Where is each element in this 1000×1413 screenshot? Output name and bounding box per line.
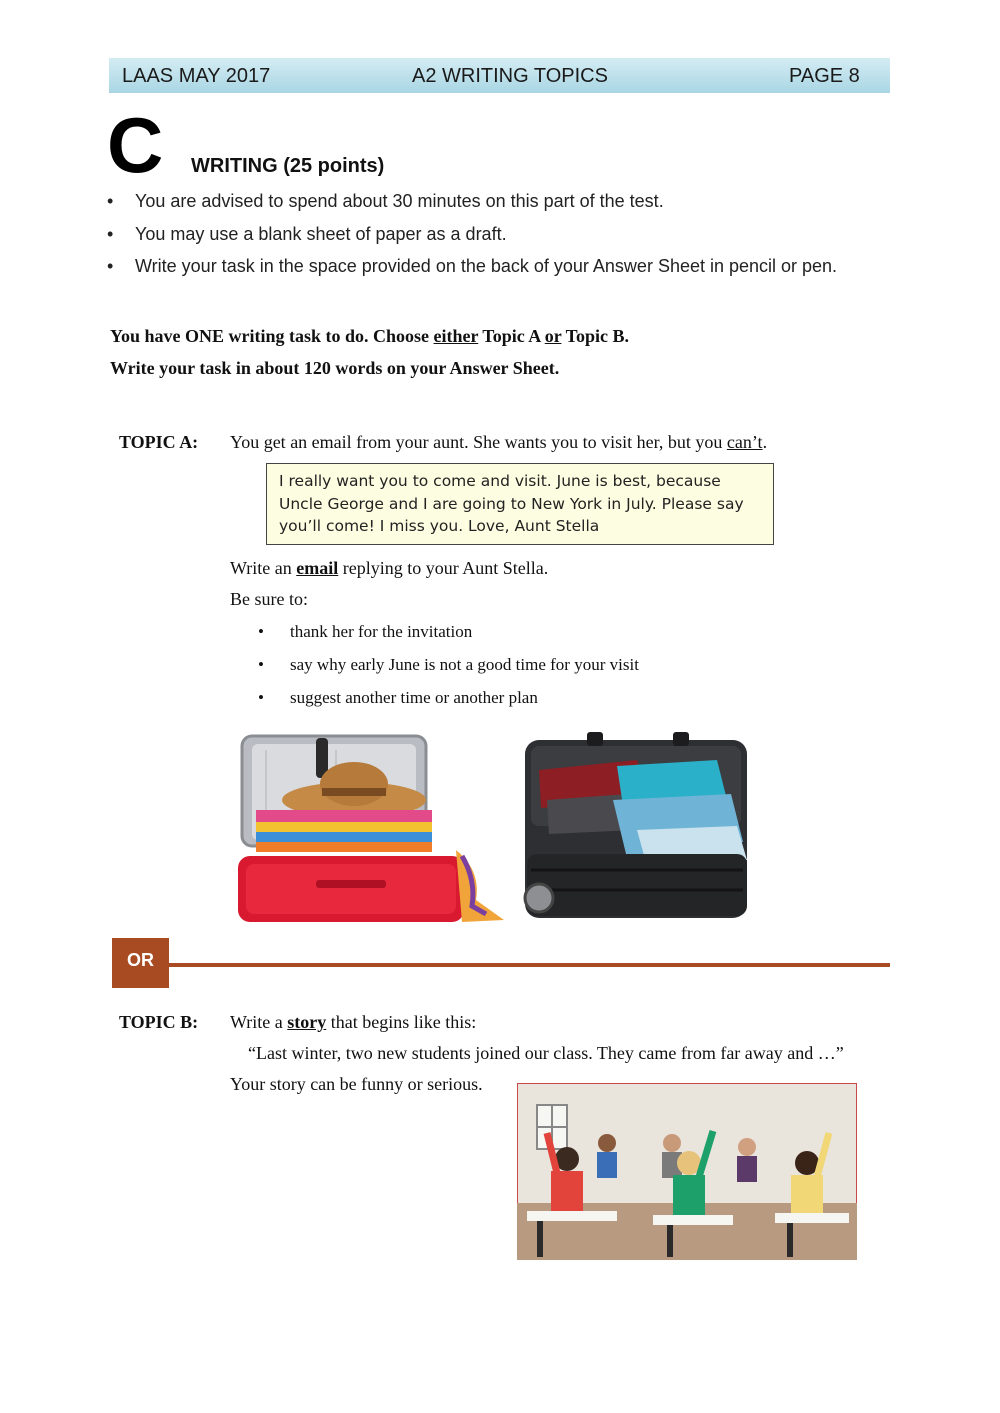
bullet-icon: • <box>107 191 114 211</box>
story-tone-note: Your story can be funny or serious. <box>230 1074 483 1094</box>
or-divider-label: OR <box>112 938 169 988</box>
topic-b-label: TOPIC B: <box>119 1012 199 1032</box>
header-title: A2 WRITING TOPICS <box>412 65 608 87</box>
topic-a-label: TOPIC A: <box>119 432 199 452</box>
story-opening-quote: “Last winter, two new students joined our class. They came from far away and …” <box>248 1043 844 1063</box>
page-header <box>109 58 890 93</box>
red-suitcase-image <box>236 730 508 926</box>
bullet-icon: • <box>258 622 264 641</box>
aunt-email-note: I really want you to come and visit. June is best, because Uncle George and I are going to New York in July. Please say you’ll come! I miss you. Love, Aunt Stella <box>266 463 774 545</box>
email-word: email <box>296 558 339 578</box>
either-word: either <box>433 326 479 346</box>
topic-a-task: Write an email replying to your Aunt Stella. <box>230 558 549 578</box>
cant-word: can’t <box>726 432 763 452</box>
classroom-students-image <box>517 1083 857 1260</box>
task-choice-line: You have ONE writing task to do. Choose either Topic A or Topic B. <box>110 326 629 346</box>
or-divider-line <box>169 963 890 967</box>
section-letter: C <box>107 101 164 189</box>
topic-b-task: Write a story that begins like this: <box>230 1012 477 1032</box>
bullet-icon: • <box>107 224 114 244</box>
bullet-icon: • <box>258 655 264 674</box>
section-title: WRITING (25 points) <box>191 155 385 177</box>
topic-a-intro: You get an email from your aunt. She wants you to visit her, but you can’t. <box>230 432 768 452</box>
header-page-number: PAGE 8 <box>789 65 860 87</box>
or-word: or <box>544 326 562 346</box>
bullet-icon: • <box>258 688 264 707</box>
header-exam-name: LAAS MAY 2017 <box>122 65 271 87</box>
bullet-icon: • <box>107 256 114 276</box>
task-length-line: Write your task in about 120 words on your Answer Sheet. <box>110 358 560 378</box>
be-sure-label: Be sure to: <box>230 589 308 609</box>
story-word: story <box>287 1012 327 1032</box>
black-suitcase-image <box>517 730 757 924</box>
